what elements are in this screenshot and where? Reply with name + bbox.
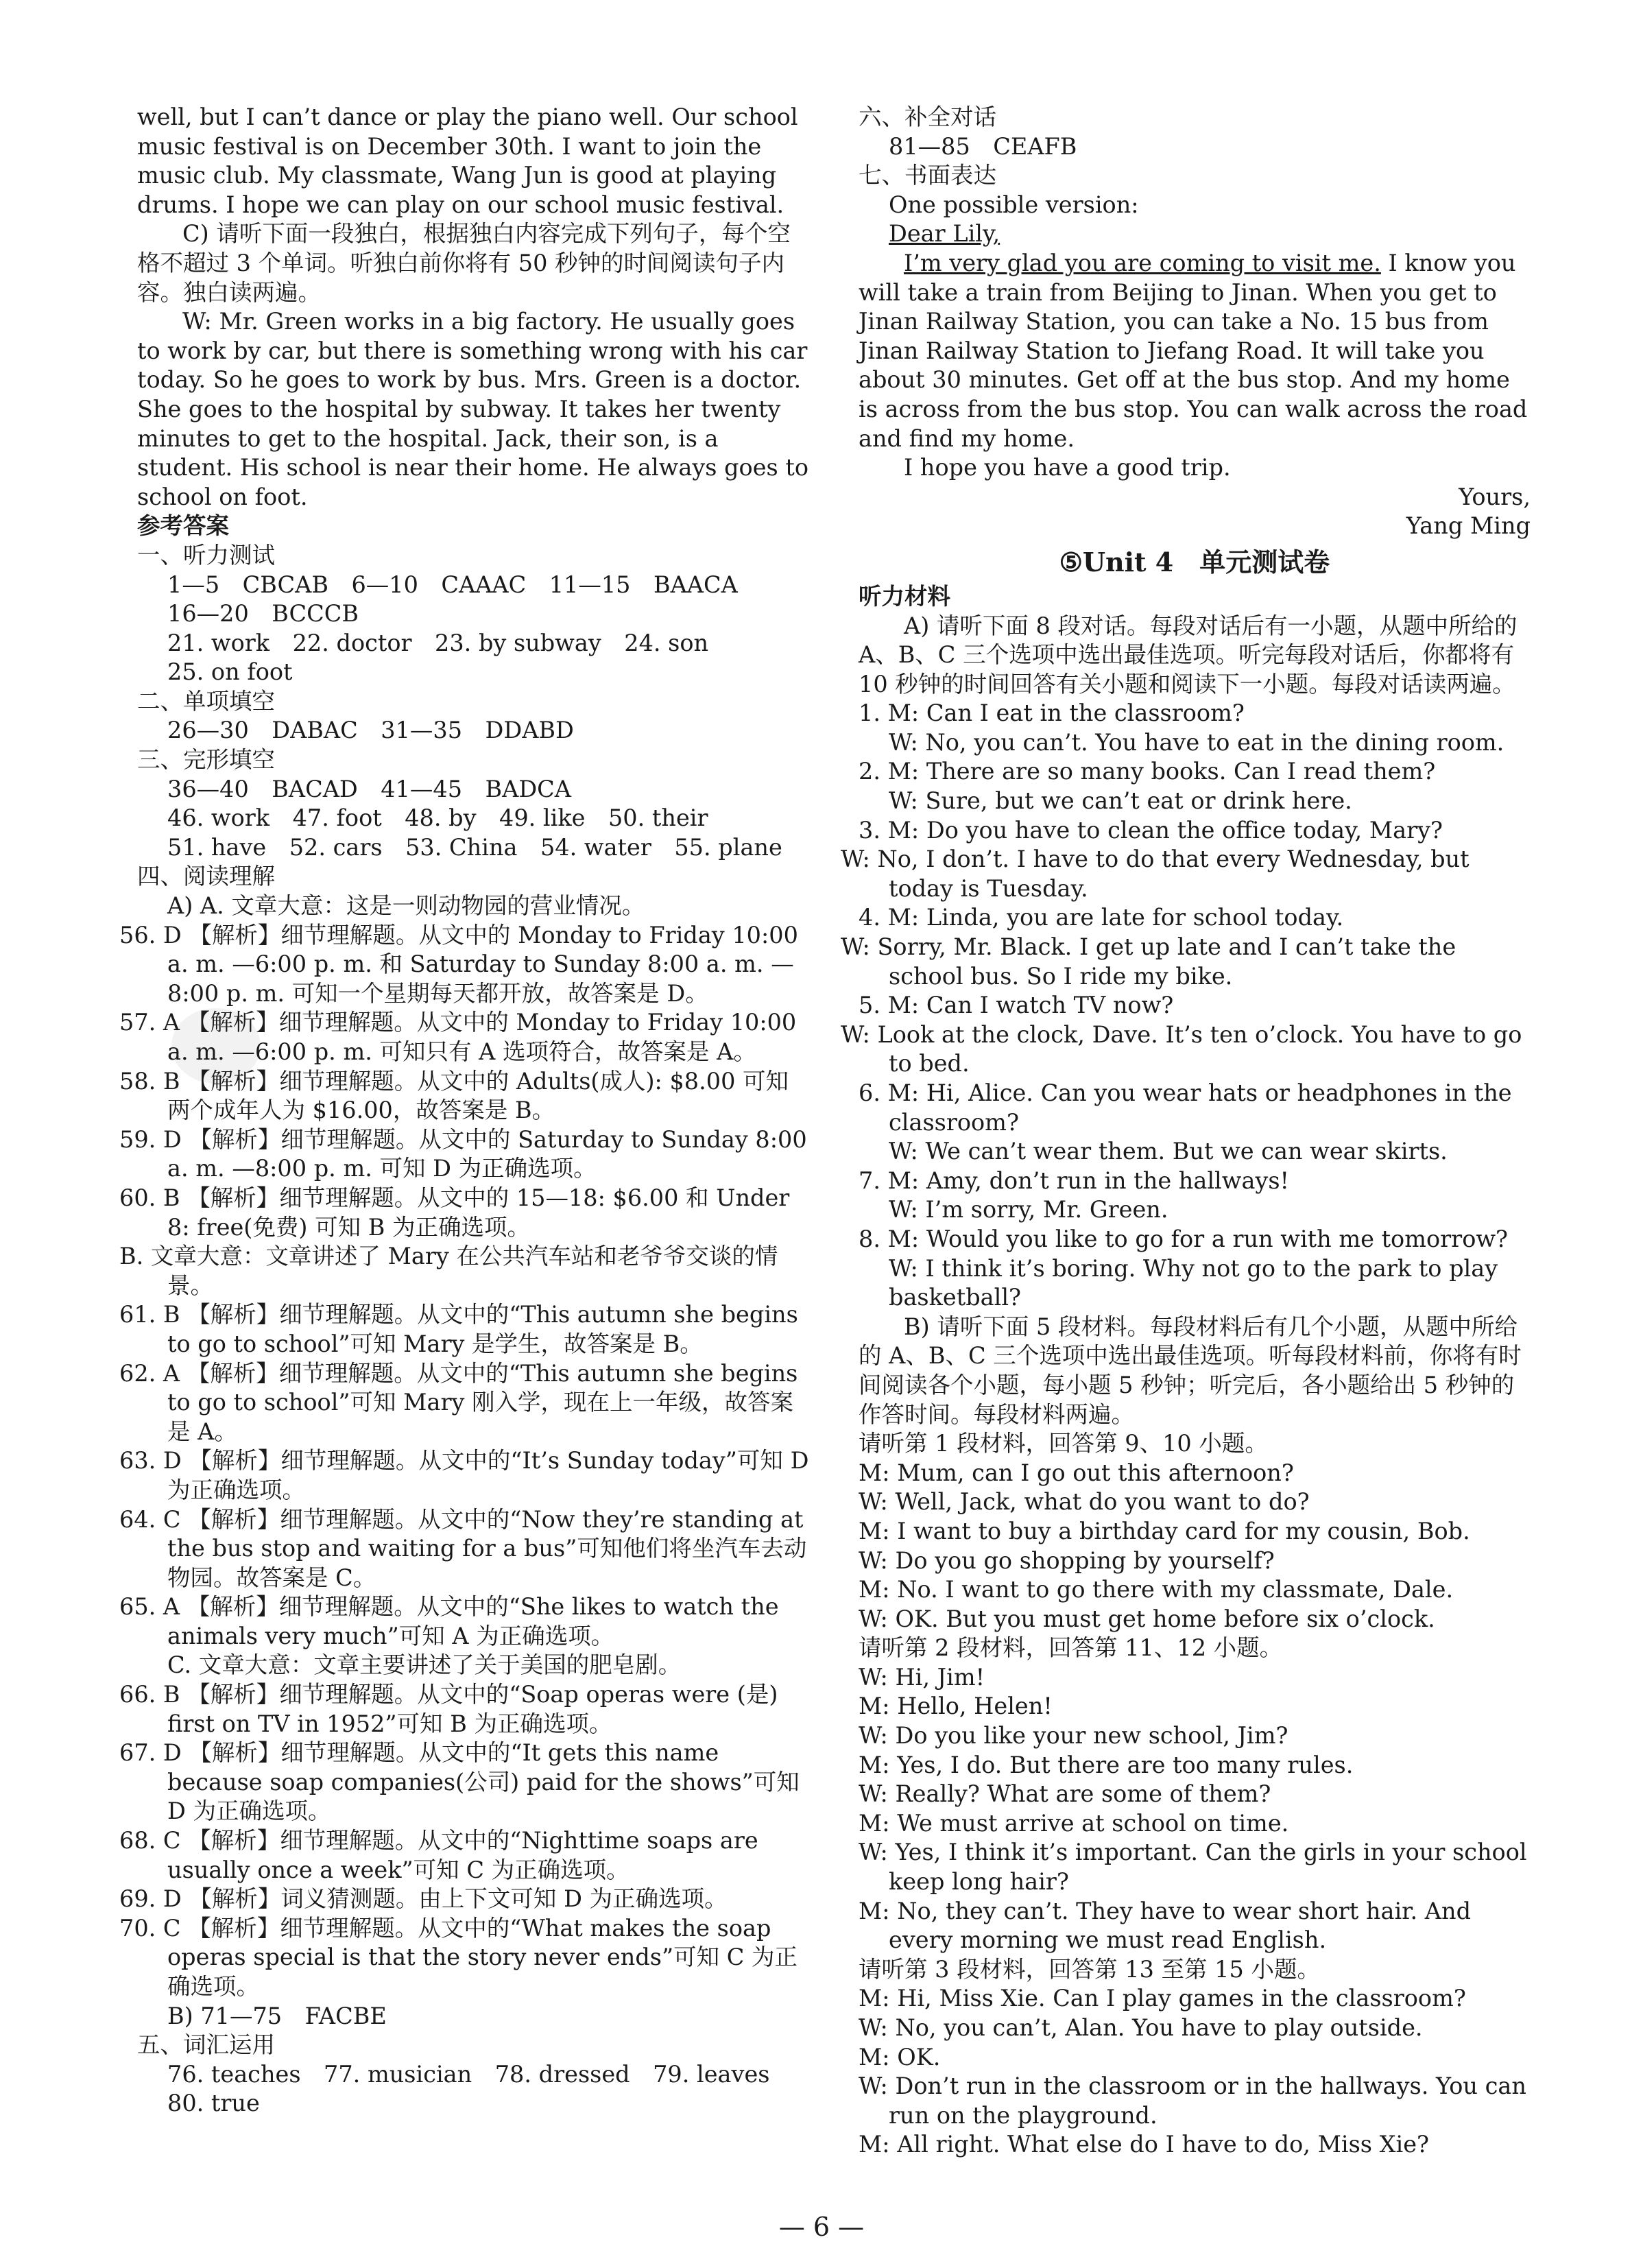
listening-line: M: No. I want to go there with my classmate, Dale.: [859, 1576, 1454, 1603]
answer-line: 64. C 【解析】细节理解题。从文中的“Now they’re standing at the bus stop and waiting for a bus”可知他们将坐汽车去动物园。故答案是 C。: [119, 1505, 807, 1591]
answer-line: well, but I can’t dance or play the piano well. Our school music festival is on December 30th. I want to join the music club. My classmate, Wang Jun is good at playing drums. I hope we can play on our school music festival.: [137, 104, 798, 218]
answer-line: 66. B 【解析】细节理解题。从文中的“Soap operas were (是) first on TV in 1952”可知 B 为正确选项。: [119, 1681, 778, 1737]
unit-title: ⑤Unit 4 单元测试卷: [1059, 546, 1330, 577]
listening-line: 请听第 1 段材料，回答第 9、10 小题。: [859, 1430, 1268, 1457]
answer-line: 26—30 DABAC 31—35 DDABD: [167, 717, 574, 744]
listening-line: W: I’m sorry, Mr. Green.: [889, 1196, 1168, 1223]
answer-line: 76. teaches 77. musician 78. dressed 79. leaves 80. true: [167, 2060, 793, 2117]
answer-section-top: [859, 103, 1531, 249]
listening-line: M: Yes, I do. But there are too many rules.: [859, 1751, 1354, 1778]
answer-line: W: Mr. Green works in a big factory. He usually goes to work by car, but there is something wrong with his car today. So he goes to work by bus. Mrs. Green is a doctor. She goes to the hospital by subway. It takes her twenty minutes to get to the hospital. Jack, their son, is a student. His school is near their home. He always goes to school on foot.: [137, 308, 808, 510]
answer-line: 16—20 BCCCB: [167, 600, 359, 628]
listening-line: W: OK. But you must get home before six o’clock.: [859, 1605, 1435, 1632]
listening-line: 请听第 3 段材料，回答第 13 至第 15 小题。: [859, 1955, 1320, 1983]
listening-line: W: Look at the clock, Dave. It’s ten o’clock. You have to go to bed.: [841, 1020, 1522, 1077]
listening-line: 1. M: Can I eat in the classroom?: [859, 700, 1245, 727]
right-column: [841, 103, 1531, 2160]
answer-line: 57. A 【解析】细节理解题。从文中的 Monday to Friday 10:00 a. m. —6:00 p. m. 可知只有 A 选项符合，故答案是 A。: [119, 1009, 797, 1065]
letter-signature: Yang Ming: [1406, 512, 1531, 540]
listening-line: W: Hi, Jim!: [859, 1663, 985, 1691]
listening-line: W: Yes, I think it’s important. Can the girls in your school keep long hair?: [859, 1839, 1527, 1896]
listening-line: W: Don’t run in the classroom or in the hallways. You can run on the playground.: [859, 2073, 1526, 2129]
listening-line: W: We can’t wear them. But we can wear skirts.: [889, 1138, 1448, 1165]
listening-line: 6. M: Hi, Alice. Can you wear hats or headphones in the classroom?: [859, 1079, 1512, 1136]
answer-line: 46. work 47. foot 48. by 49. like 50. their: [167, 804, 708, 832]
left-column: [119, 103, 809, 2118]
answer-line: 36—40 BACAD 41—45 BADCA: [167, 775, 571, 802]
listening-line: B) 请听下面 5 段材料。每段材料后有几个小题，从题中所给的 A、B、C 三个选项中选出最佳选项。听每段材料前，你将有时间阅读各个小题，每小题 5 秒钟；听完后，各小题给出 5 秒钟的作答时间。每段材料两遍。: [859, 1313, 1522, 1428]
listening-material: [841, 582, 1531, 2160]
listening-line: 4. M: Linda, you are late for school today.: [859, 904, 1344, 931]
listening-line: 8. M: Would you like to go for a run with me tomorrow?: [859, 1225, 1508, 1252]
answer-line: 25. on foot: [167, 658, 293, 686]
answer-line: 21. work 22. doctor 23. by subway 24. son: [167, 629, 709, 656]
listening-line: M: We must arrive at school on time.: [859, 1809, 1289, 1837]
listening-line: M: Hello, Helen!: [859, 1693, 1053, 1720]
listening-line: M: No, they can’t. They have to wear short hair. And every morning we must read English.: [859, 1897, 1472, 1954]
answer-line: 二、单项填空: [137, 687, 275, 715]
answer-line: 七、书面表达: [859, 162, 996, 189]
letter-yours: Yours,: [1459, 483, 1531, 510]
answer-line: 五、词汇运用: [137, 2031, 275, 2059]
answer-line: 68. C 【解析】细节理解题。从文中的“Nighttime soaps are usually once a week”可知 C 为正确选项。: [119, 1827, 758, 1883]
listening-line: M: I want to buy a birthday card for my cousin, Bob.: [859, 1517, 1470, 1544]
answer-line: C. 文章大意：文章主要讲述了关于美国的肥皂剧。: [167, 1651, 682, 1679]
listening-line: 2. M: There are so many books. Can I read them?: [859, 758, 1436, 785]
listening-line: W: No, you can’t. You have to eat in the dining room.: [889, 728, 1504, 756]
listening-line: 3. M: Do you have to clean the office today, Mary?: [859, 816, 1443, 844]
answer-line: 65. A 【解析】细节理解题。从文中的“She likes to watch the animals very much”可知 A 为正确选项。: [119, 1593, 779, 1649]
answer-line: 三、完形填空: [137, 746, 275, 774]
answer-line: 62. A 【解析】细节理解题。从文中的“This autumn she begins to go to school”可知 Mary 刚入学，现在上一年级，故答案是 A。: [119, 1359, 798, 1445]
letter-rest: I know you will take a train from Beijing to Jinan. When you get to Jinan Railway Station, you can take a No. 15 bus from Jinan Railway Station to Jiefang Road. It will take you about 30 minutes. Get off at the bus stop. And my home is across from the bus stop. You can walk across the road and find my home.: [859, 249, 1528, 452]
listening-line: W: Sure, but we can’t eat or drink here.: [889, 787, 1352, 815]
answer-line: C) 请听下面一段独白，根据独白内容完成下列句子，每个空格不超过 3 个单词。听独白前你将有 50 秒钟的时间阅读句子内容。独白读两遍。: [137, 220, 791, 306]
answer-line: 61. B 【解析】细节理解题。从文中的“This autumn she begins to go to school”可知 Mary 是学生，故答案是 B。: [119, 1301, 798, 1357]
letter-first-sentence: I’m very glad you are coming to visit me.: [904, 249, 1381, 276]
listening-line: W: No, you can’t, Alan. You have to play outside.: [859, 2014, 1423, 2041]
answer-line: 69. D 【解析】词义猜测题。由上下文可知 D 为正确选项。: [119, 1885, 728, 1913]
listening-line: W: No, I don’t. I have to do that every Wednesday, but today is Tuesday.: [841, 846, 1470, 902]
listening-line: 5. M: Can I watch TV now?: [859, 992, 1174, 1019]
answer-line: 58. B 【解析】细节理解题。从文中的 Adults(成人): $8.00 可知两个成年人为 $16.00，故答案是 B。: [119, 1067, 789, 1124]
answer-line: 56. D 【解析】细节理解题。从文中的 Monday to Friday 10:00 a. m. —6:00 p. m. 和 Saturday to Sunday 8:00 a. m. —8:00 p. m. 可知一个星期每天都开放，故答案是 D。: [119, 921, 798, 1007]
answer-line: B. 文章大意：文章讲述了 Mary 在公共汽车站和老爷爷交谈的情景。: [119, 1243, 778, 1299]
answer-line: 四、阅读理解: [137, 863, 275, 890]
listening-line: A) 请听下面 8 段对话。每段对话后有一小题，从题中所给的 A、B、C 三个选项中选出最佳选项。听完每段对话后，你都将有 10 秒钟的时间回答有关小题和阅读下一小题。每段对话读两遍。: [859, 612, 1518, 697]
letter-body: [859, 249, 1531, 453]
page-number: — 6 —: [778, 2212, 865, 2242]
answer-line: B) 71—75 FACBE: [167, 2002, 387, 2029]
listening-line: M: OK.: [859, 2043, 941, 2070]
listening-line: W: Well, Jack, what do you want to do?: [859, 1488, 1310, 1516]
listening-line: W: Really? What are some of them?: [859, 1780, 1271, 1808]
answer-line: 51. have 52. cars 53. China 54. water 55. plane: [167, 833, 782, 861]
answer-line: 1—5 CBCAB 6—10 CAAAC 11—15 BAACA: [167, 571, 738, 598]
answer-line: 81—85 CEAFB: [889, 132, 1077, 160]
answer-line: 59. D 【解析】细节理解题。从文中的 Saturday to Sunday 8:00 a. m. —8:00 p. m. 可知 D 为正确选项。: [119, 1125, 807, 1182]
letter-close: I hope you have a good trip.: [904, 454, 1231, 481]
listening-line: 听力材料: [859, 582, 950, 610]
answer-line: A) A. 文章大意：这是一则动物园的营业情况。: [167, 892, 645, 920]
answer-line: Dear Lily,: [889, 220, 1000, 248]
listening-line: 7. M: Amy, don’t run in the hallways!: [859, 1167, 1289, 1194]
answer-line: 一、听力测试: [137, 541, 275, 569]
answer-line: 参考答案: [137, 512, 229, 540]
listening-line: M: Mum, can I go out this afternoon?: [859, 1459, 1294, 1486]
answer-line: 60. B 【解析】细节理解题。从文中的 15—18: $6.00 和 Under 8: free(免费) 可知 B 为正确选项。: [119, 1184, 790, 1241]
listening-line: W: Do you go shopping by yourself?: [859, 1547, 1275, 1574]
listening-line: W: I think it’s boring. Why not go to the park to play basketball?: [889, 1254, 1498, 1311]
answer-line: 六、补全对话: [859, 104, 996, 130]
listening-line: M: Hi, Miss Xie. Can I play games in the classroom?: [859, 1985, 1466, 2012]
answer-line: One possible version:: [889, 191, 1139, 218]
answer-line: 67. D 【解析】细节理解题。从文中的“It gets this name because soap companies(公司) paid for the shows”可知 D 为正确选项。: [119, 1739, 800, 1825]
listening-line: 请听第 2 段材料，回答第 11、12 小题。: [859, 1634, 1283, 1662]
listening-line: M: All right. What else do I have to do, Miss Xie?: [859, 2131, 1429, 2158]
listening-line: W: Do you like your new school, Jim?: [859, 1722, 1288, 1750]
answer-line: 70. C 【解析】细节理解题。从文中的“What makes the soap operas special is that the story never ends”可知 C 为正确选项。: [119, 1914, 798, 2000]
listening-line: W: Sorry, Mr. Black. I get up late and I can’t take the school bus. So I ride my bike.: [841, 933, 1456, 990]
answer-line: 63. D 【解析】细节理解题。从文中的“It’s Sunday today”可知 D 为正确选项。: [119, 1447, 809, 1503]
